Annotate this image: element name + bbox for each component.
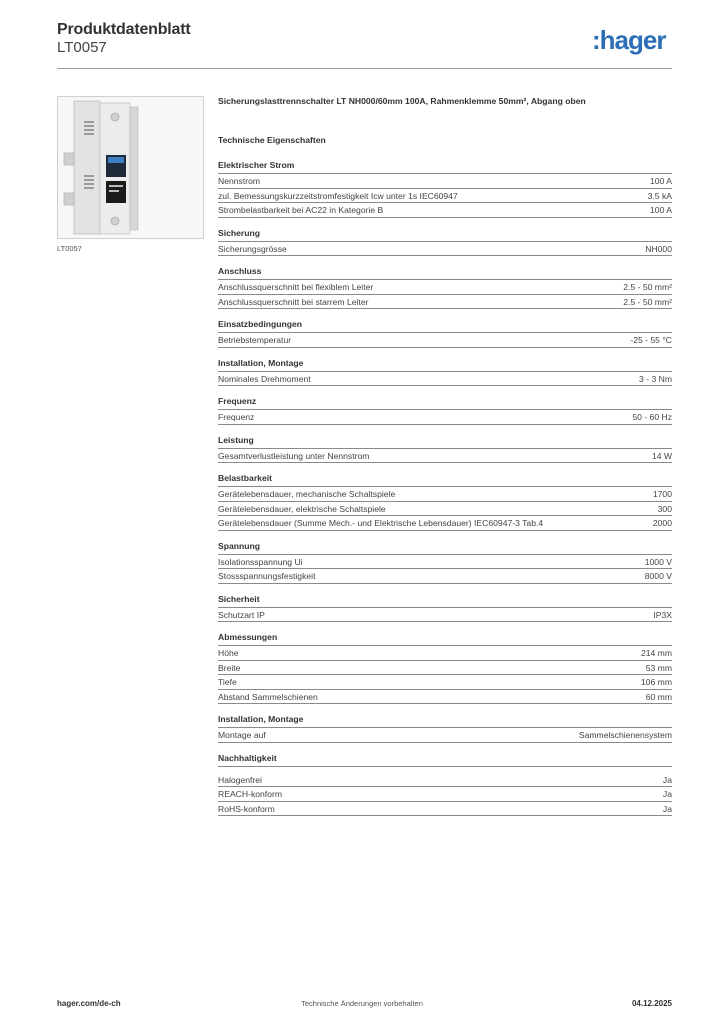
spec-group-title: Spannung bbox=[218, 541, 672, 555]
spec-group bbox=[218, 473, 672, 531]
spec-row bbox=[218, 728, 672, 743]
spec-group-title: Elektrischer Strom bbox=[218, 160, 672, 174]
spec-group bbox=[218, 396, 672, 425]
spec-group bbox=[218, 266, 672, 309]
product-code: LT0057 bbox=[57, 39, 107, 56]
spec-group bbox=[218, 753, 672, 817]
spec-label: Montage auf bbox=[218, 730, 266, 740]
product-description: Sicherungslasttrennschalter LT NH000/60mm 100A, Rahmenklemme 50mm², Abgang oben bbox=[218, 96, 586, 106]
spec-row bbox=[218, 555, 672, 570]
spec-value: 50 - 60 Hz bbox=[632, 412, 672, 422]
spec-group-title: Belastbarkeit bbox=[218, 473, 672, 487]
spec-label: Sicherungsgrösse bbox=[218, 243, 287, 254]
spec-group-title: Nachhaltigkeit bbox=[218, 753, 672, 767]
spec-value: 2000 bbox=[652, 518, 672, 528]
hager-logo-text: :hager bbox=[592, 27, 666, 55]
spec-value: NH000 bbox=[645, 243, 672, 254]
spec-label: zul. Bemessungskurzzeitstromfestigkeit Icw unter 1s IEC60947 bbox=[218, 190, 458, 201]
spec-group bbox=[218, 435, 672, 464]
spec-value: 2.5 - 50 mm² bbox=[623, 296, 672, 307]
spec-label: Anschlussquerschnitt bei flexiblem Leiter bbox=[218, 282, 374, 292]
hager-logo bbox=[592, 27, 674, 57]
spec-label: Höhe bbox=[218, 648, 239, 658]
spec-value: Ja bbox=[662, 774, 672, 785]
spec-value: -25 - 55 °C bbox=[630, 335, 672, 345]
spec-label: Nennstrom bbox=[218, 176, 261, 186]
spec-group-title: Leistung bbox=[218, 435, 672, 449]
spec-value: 1700 bbox=[652, 489, 672, 499]
spec-label: Breite bbox=[218, 662, 241, 673]
spec-label: Tiefe bbox=[218, 677, 237, 687]
spec-group-title: Installation, Montage bbox=[218, 714, 672, 728]
spec-row bbox=[218, 487, 672, 502]
spec-value: Ja bbox=[662, 803, 672, 814]
spec-value: 53 mm bbox=[645, 662, 672, 673]
document-title: Produktdatenblatt bbox=[57, 21, 191, 38]
spec-row bbox=[218, 690, 672, 705]
spec-group-title: Sicherheit bbox=[218, 594, 672, 608]
spec-group-title: Abmessungen bbox=[218, 632, 672, 646]
header-divider bbox=[57, 68, 672, 69]
spec-group-title: Frequenz bbox=[218, 396, 672, 410]
spec-group bbox=[218, 632, 672, 704]
spec-row bbox=[218, 174, 672, 189]
spec-row bbox=[218, 608, 672, 623]
spec-label: Abstand Sammelschienen bbox=[218, 691, 318, 702]
spec-group bbox=[218, 594, 672, 623]
spec-groups bbox=[218, 160, 672, 816]
spec-value: IP3X bbox=[653, 609, 672, 620]
spec-value: 100 A bbox=[650, 205, 672, 215]
spec-row bbox=[218, 295, 672, 310]
spec-value: Sammelschienensystem bbox=[578, 730, 672, 740]
spec-group bbox=[218, 541, 672, 584]
spec-group bbox=[218, 714, 672, 743]
spec-row bbox=[218, 372, 672, 387]
spec-row bbox=[218, 773, 672, 788]
spec-label: Frequenz bbox=[218, 412, 255, 422]
spec-label: Gesamtverlustleistung unter Nennstrom bbox=[218, 450, 370, 461]
spec-label: Schutzart IP bbox=[218, 609, 265, 620]
spec-value: 60 mm bbox=[645, 691, 672, 702]
spec-row bbox=[218, 516, 672, 531]
spec-group-title: Anschluss bbox=[218, 266, 672, 280]
spec-value: 3.5 kA bbox=[647, 190, 672, 201]
spec-content bbox=[218, 96, 672, 826]
footer-notice: Technische Änderungen vorbehalten bbox=[301, 999, 423, 1008]
spec-row bbox=[218, 787, 672, 802]
spec-label: Anschlussquerschnitt bei starrem Leiter bbox=[218, 296, 369, 307]
spec-group-title: Sicherung bbox=[218, 228, 672, 242]
spec-group bbox=[218, 358, 672, 387]
spec-row bbox=[218, 661, 672, 676]
spec-value: 100 A bbox=[650, 176, 672, 186]
section-heading: Technische Eigenschaften bbox=[218, 135, 326, 145]
spec-group-title: Einsatzbedingungen bbox=[218, 319, 672, 333]
spec-label: Isolationsspannung Ui bbox=[218, 556, 303, 567]
spec-value: 106 mm bbox=[640, 677, 672, 687]
spec-label: REACH-konform bbox=[218, 789, 282, 799]
spec-label: Stossspannungsfestigkeit bbox=[218, 571, 316, 581]
spec-label: Betriebstemperatur bbox=[218, 335, 292, 345]
spec-row bbox=[218, 802, 672, 817]
spec-value: 214 mm bbox=[640, 648, 672, 658]
spec-value: 300 bbox=[657, 503, 672, 514]
spec-row bbox=[218, 242, 672, 257]
spec-row bbox=[218, 646, 672, 661]
spec-row bbox=[218, 502, 672, 517]
spec-group-title: Installation, Montage bbox=[218, 358, 672, 372]
spec-row bbox=[218, 280, 672, 295]
spec-group bbox=[218, 319, 672, 348]
spec-row bbox=[218, 569, 672, 584]
spec-label: Strombelastbarkeit bei AC22 in Kategorie B bbox=[218, 205, 384, 215]
spec-value: 8000 V bbox=[644, 571, 672, 581]
spec-value: 3 - 3 Nm bbox=[639, 373, 672, 384]
spec-group bbox=[218, 228, 672, 257]
spec-group bbox=[218, 160, 672, 218]
spec-label: Halogenfrei bbox=[218, 774, 262, 785]
spec-row bbox=[218, 449, 672, 464]
spec-label: Gerätelebensdauer, mechanische Schaltspiele bbox=[218, 489, 396, 499]
spec-row bbox=[218, 410, 672, 425]
spec-label: RoHS-konform bbox=[218, 803, 275, 814]
spec-row bbox=[218, 675, 672, 690]
spec-row bbox=[218, 189, 672, 204]
spec-row bbox=[218, 333, 672, 348]
spec-value: 2.5 - 50 mm² bbox=[623, 282, 672, 292]
footer-date: 04.12.2025 bbox=[631, 999, 672, 1008]
spec-row bbox=[218, 203, 672, 218]
spec-label: Nominales Drehmoment bbox=[218, 373, 311, 384]
footer-website: hager.com/de-ch bbox=[57, 999, 121, 1008]
image-caption: LT0057 bbox=[57, 244, 82, 253]
spec-value: 1000 V bbox=[644, 556, 672, 567]
spec-value: 14 W bbox=[651, 450, 672, 461]
spec-label: Gerätelebensdauer, elektrische Schaltspiele bbox=[218, 503, 386, 514]
spec-value: Ja bbox=[662, 789, 672, 799]
spec-label: Gerätelebensdauer (Summe Mech.- und Elektrische Lebensdauer) IEC60947-3 Tab.4 bbox=[218, 518, 544, 528]
product-photo-icon bbox=[57, 96, 204, 239]
